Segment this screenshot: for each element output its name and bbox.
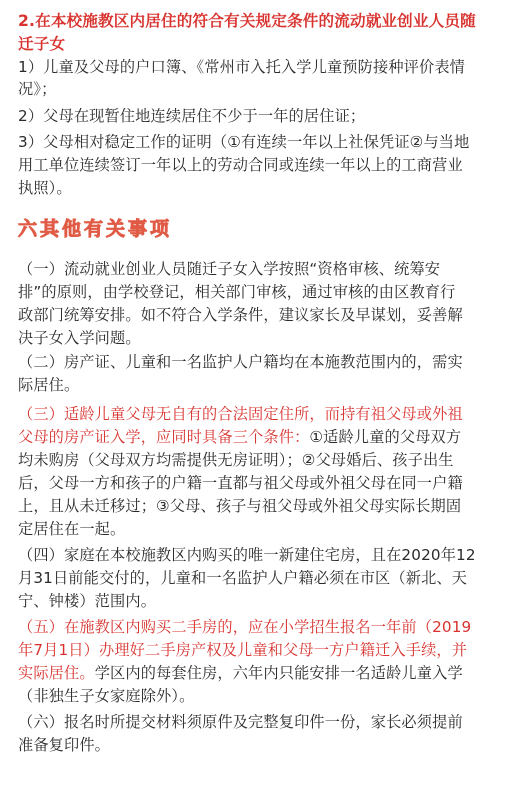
para-4-line: 月31日前能交付的，儿童和一名监护人户籍必须在市区（新北、天 — [18, 569, 468, 587]
para-3-red-line: （三）适龄儿童父母无自有的合法固定住所，而持有祖父母或外祖 — [18, 405, 463, 423]
para-5-line: （非独生子女家庭除外）。 — [18, 687, 195, 705]
para-1-line: 政部门统筹安排。如不符合入学条件，建议家长及早谋划，妥善解 — [18, 306, 463, 324]
section-2-title-line-1: 2.在本校施教区内居住的符合有关规定条件的流动就业创业人员随 — [18, 12, 476, 30]
section-2-item-line: 1）儿童及父母的户口簿、《常州市入托入学儿童预防接种评价表情 — [18, 58, 466, 76]
section-2-item-line: 执照）。 — [18, 179, 72, 197]
para-5-plain-text: 学区内的每套住房，六年内只能安排一名适龄儿童入学 — [94, 664, 463, 682]
para-3-mixed-line — [18, 426, 461, 448]
section-2-item-line: 况》； — [18, 80, 57, 98]
section-2-item-line: 用工单位连续签订一年以上的劳动合同或连续一年以上的工商营业 — [18, 156, 463, 174]
para-3-line: 均未购房（父母双方均需提供无房证明）；②父母婚后、孩子出生 — [18, 451, 454, 469]
section-6-heading: 六其他有关事项 — [18, 218, 173, 240]
para-1-line: （一）流动就业创业人员随迁子女入学按照“资格审核、统筹安 — [18, 260, 441, 278]
section-2-item-line: 3）父母相对稳定工作的证明（①有连续一年以上社保凭证②与当地 — [18, 133, 470, 151]
para-6-line: 准备复印件。 — [18, 736, 111, 754]
para-3-line: 定居住在一起。 — [18, 520, 126, 538]
para-3-line: 上，且从未迁移过；③父母、孩子与祖父母或外祖父母实际长期固 — [18, 497, 462, 515]
para-2-line: （二）房产证、儿童和一名监护人户籍均在本施教范围内的，需实 — [18, 353, 463, 371]
para-4-line: 宁、钟楼）范围内。 — [18, 592, 157, 610]
section-2-title-line-2: 迁子女 — [18, 35, 66, 53]
para-3-line: 后，父母一方和孩子的户籍一直都与祖父母或外祖父母在同一户籍 — [18, 474, 463, 492]
para-3-red-text: 父母的房产证入学，应同时具备三个条件： — [18, 428, 310, 446]
para-5-red-line: （五）在施教区内购买二手房的，应在小学招生报名一年前（2019 — [18, 618, 472, 636]
para-5-red-line: 年7月1日）办理好二手房产权及儿童和父母一方户籍迁入手续，并 — [18, 641, 468, 659]
para-2-line: 际居住。 — [18, 376, 80, 394]
para-6-line: （六）报名时所提交材料须原件及完整复印件一份，家长必须提前 — [18, 713, 463, 731]
para-3-plain-text: ①适龄儿童的父母双方 — [309, 428, 462, 446]
section-2-item-line: 2）父母在现暂住地连续居住不少于一年的居住证； — [18, 107, 366, 125]
para-5-red-text: 实际居住。 — [18, 664, 95, 682]
para-5-mixed-line — [18, 662, 463, 684]
para-1-line: 决子女入学问题。 — [18, 329, 141, 347]
para-1-line: 排”的原则，由学校登记，相关部门审核，通过审核的由区教育行 — [18, 283, 456, 301]
para-4-line: （四）家庭在本校施教区内购买的唯一新建住宅房，且在2020年12 — [18, 546, 476, 564]
